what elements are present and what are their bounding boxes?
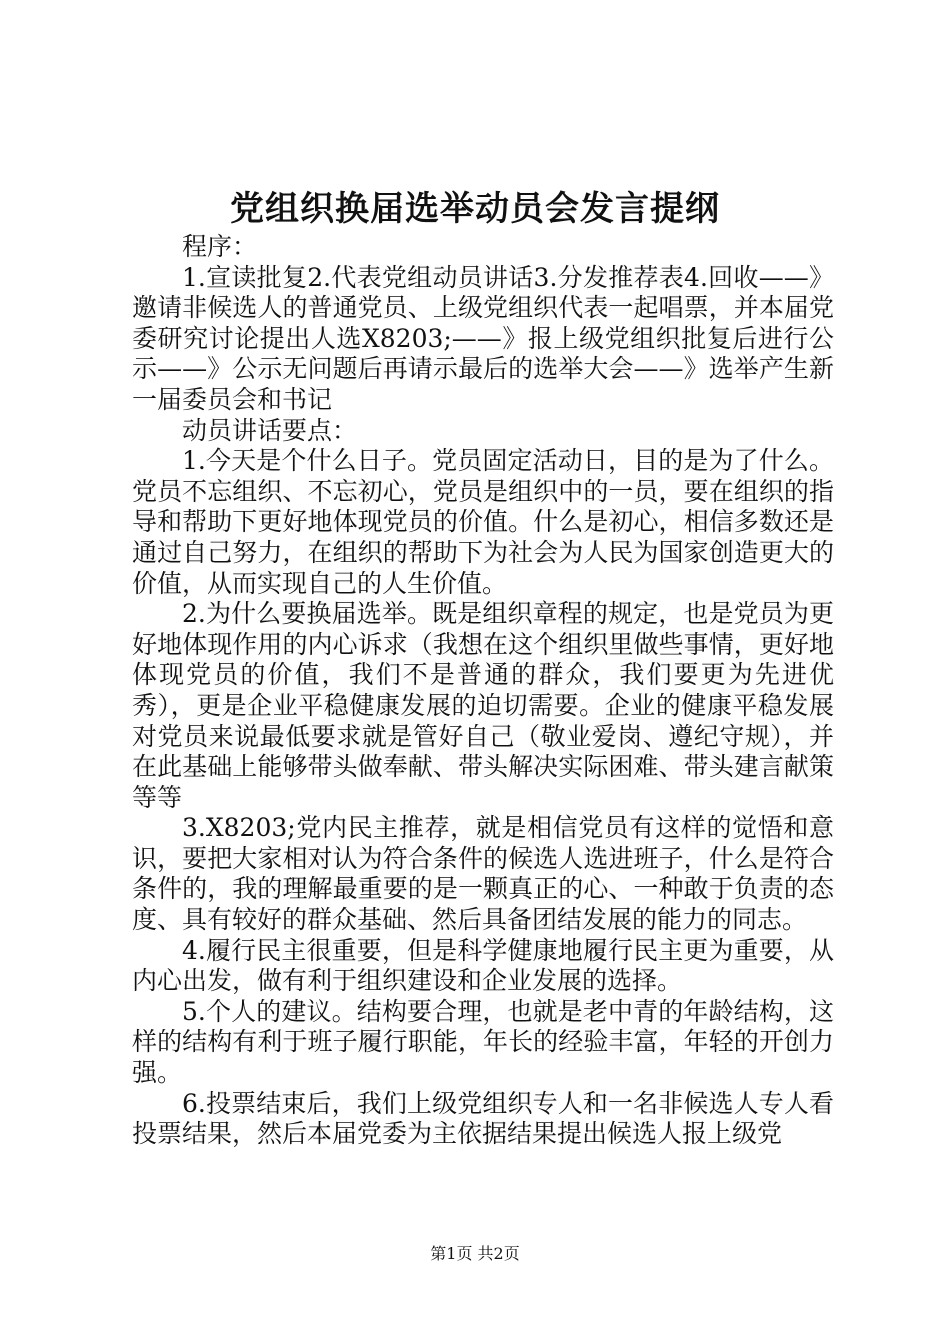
paragraph-point-2: 2.为什么要换届选举。既是组织章程的规定，也是党员为更好地体现作用的内心诉求（我想在这个组织里做些事情，更好地体现党员的价值，我们不是普通的群众，我们要更为先进优秀），更是企业平稳健康发展的迫切需要。企业的健康平稳发展对党员来说最低要求就是管好自己（敬业爱岗、遵纪守规），并在此基础上能够带头做奉献、带头解决实际困难、带头建言献策等等: [132, 599, 834, 812]
paragraph-point-5: 5.个人的建议。结构要合理，也就是老中青的年龄结构，这样的结构有利于班子履行职能，年长的经验丰富，年轻的开创力强。: [132, 996, 834, 1088]
document-title: 党组织换届选举动员会发言提纲: [230, 189, 720, 229]
paragraph-point-6: 6.投票结束后，我们上级党组织专人和一名非候选人专人看投票结果，然后本届党委为主依据结果提出候选人报上级党: [132, 1088, 834, 1149]
page-footer: 第1页 共2页: [430, 1244, 520, 1263]
paragraph-procedure-steps: 1.宣读批复2.代表党组动员讲话3.分发推荐表4.回收——》邀请非候选人的普通党员、上级党组织代表一起唱票，并本届党委研究讨论提出人选X8203;——》报上级党组织批复后进行公示——》公示无问题后再请示最后的选举大会——》选举产生新一届委员会和书记: [132, 262, 834, 414]
paragraph-point-3: 3.X8203;党内民主推荐，就是相信党员有这样的觉悟和意识，要把大家相对认为符合条件的候选人选进班子，什么是符合条件的，我的理解最重要的是一颗真正的心、一种敢于负责的态度、具有较好的群众基础、然后具备团结发展的能力的同志。: [132, 813, 834, 935]
paragraph-speech-heading: 动员讲话要点：: [182, 415, 358, 445]
document-body: [132, 232, 834, 1150]
paragraph-procedure-heading: 程序：: [182, 232, 258, 261]
paragraph-point-4: 4.履行民主很重要，但是科学健康地履行民主更为重要，从内心出发，做有利于组织建设和企业发展的选择。: [132, 935, 834, 996]
paragraph-point-1: 1.今天是个什么日子。党员固定活动日，目的是为了什么。党员不忘组织、不忘初心，党员是组织中的一员，要在组织的指导和帮助下更好地体现党员的价值。什么是初心，相信多数还是通过自己努力，在组织的帮助下为社会为人民为国家创造更大的价值，从而实现自己的人生价值。: [132, 446, 834, 598]
